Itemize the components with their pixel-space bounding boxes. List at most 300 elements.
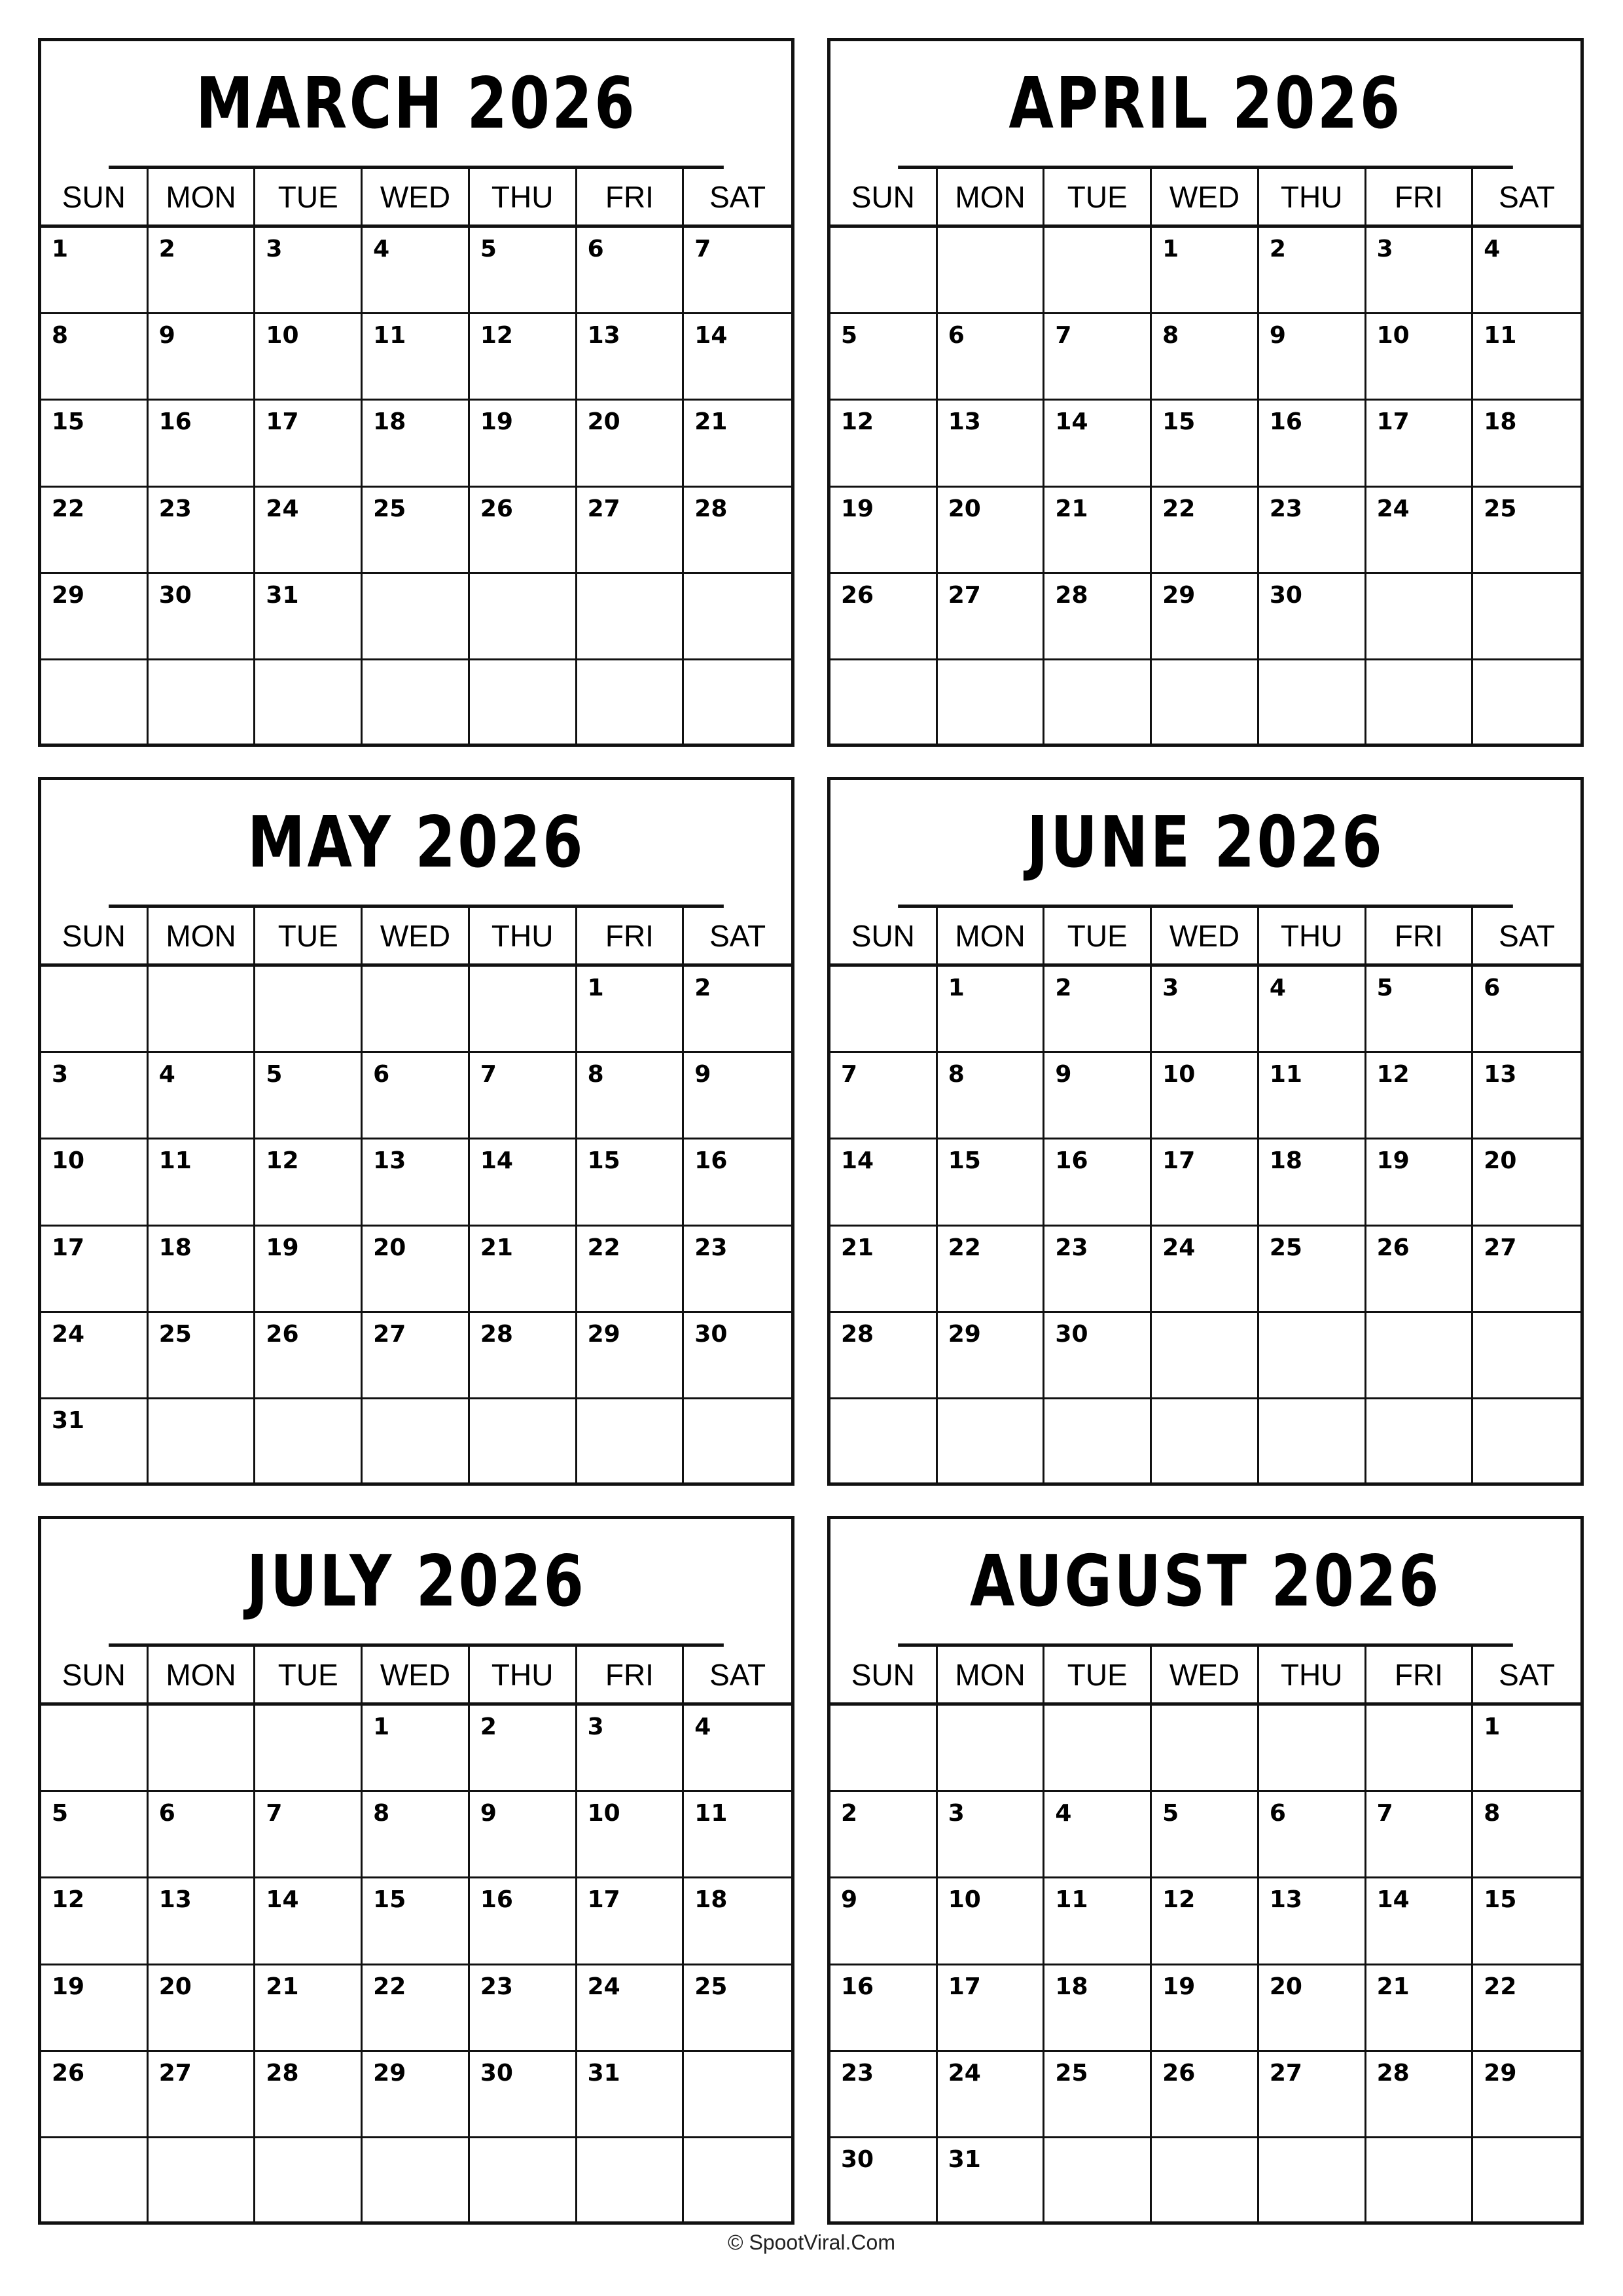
- day-cell: [255, 228, 363, 314]
- day-cell: [938, 2052, 1045, 2138]
- day-cell: [577, 660, 685, 747]
- day-cell: [1473, 967, 1580, 1053]
- day-cell: [363, 228, 470, 314]
- weekday-label: THU: [1259, 1647, 1366, 1702]
- day-cell: [684, 1139, 791, 1226]
- day-number: 3: [1376, 236, 1393, 262]
- day-cell: [577, 2138, 685, 2225]
- day-cell: [1044, 1792, 1152, 1878]
- day-cell: [363, 401, 470, 487]
- day-cell: [470, 1139, 577, 1226]
- day-number: 31: [266, 581, 299, 609]
- day-number: 21: [841, 1234, 874, 1261]
- day-cell: [1366, 1792, 1474, 1878]
- day-cell: [1473, 401, 1580, 487]
- day-number: 8: [1484, 1800, 1501, 1827]
- day-cell: [255, 1399, 363, 1486]
- day-cell: [1152, 401, 1259, 487]
- day-number: 21: [1055, 495, 1088, 522]
- weekday-label: WED: [363, 1647, 470, 1702]
- day-grid: [830, 1706, 1580, 2225]
- day-number: 12: [1376, 1061, 1410, 1088]
- day-number: 4: [1484, 236, 1501, 262]
- weekday-label: FRI: [1366, 1647, 1474, 1702]
- day-number: 14: [1376, 1886, 1410, 1914]
- day-number: 22: [948, 1234, 981, 1261]
- day-cell: [1259, 488, 1366, 574]
- day-cell: [363, 660, 470, 747]
- weekday-label: THU: [470, 908, 577, 963]
- day-grid: [830, 967, 1580, 1486]
- day-number: 31: [587, 2059, 620, 2087]
- month-title: APRIL 2026: [898, 41, 1513, 169]
- day-number: 17: [1376, 408, 1410, 436]
- day-cell: [1259, 314, 1366, 401]
- day-number: 25: [1055, 2059, 1088, 2087]
- day-number: 17: [948, 1973, 981, 2000]
- day-number: 11: [1055, 1886, 1088, 1914]
- day-cell: [1259, 574, 1366, 660]
- day-number: 20: [587, 408, 620, 436]
- day-number: 12: [52, 1886, 85, 1914]
- day-number: 4: [373, 236, 390, 262]
- day-cell: [1366, 1965, 1474, 2052]
- day-cell: [255, 401, 363, 487]
- day-number: 21: [480, 1234, 513, 1261]
- day-cell: [363, 1792, 470, 1878]
- day-cell: [41, 1792, 149, 1878]
- day-number: 13: [1269, 1886, 1302, 1914]
- day-cell: [255, 1139, 363, 1226]
- day-cell: [830, 1792, 938, 1878]
- day-cell: [363, 1313, 470, 1399]
- day-cell: [577, 1792, 685, 1878]
- day-cell: [577, 1053, 685, 1139]
- day-cell: [149, 401, 256, 487]
- day-cell: [1473, 1053, 1580, 1139]
- day-number: 18: [1269, 1147, 1302, 1175]
- day-number: 23: [841, 2059, 874, 2087]
- day-number: 30: [841, 2145, 874, 2173]
- day-cell: [1152, 574, 1259, 660]
- day-cell: [1152, 1792, 1259, 1878]
- day-number: 26: [480, 495, 513, 522]
- day-grid: [830, 228, 1580, 747]
- day-cell: [363, 1399, 470, 1486]
- day-cell: [363, 574, 470, 660]
- day-number: 19: [480, 408, 513, 436]
- day-number: 6: [373, 1061, 390, 1088]
- day-cell: [1259, 228, 1366, 314]
- calendar-april-2026: [827, 38, 1584, 747]
- day-cell: [1152, 1399, 1259, 1486]
- weekday-label: THU: [1259, 169, 1366, 224]
- weekday-label: MON: [938, 1647, 1045, 1702]
- day-number: 4: [694, 1713, 711, 1740]
- day-cell: [41, 314, 149, 401]
- day-number: 16: [694, 1147, 728, 1175]
- day-cell: [938, 401, 1045, 487]
- day-cell: [1152, 1227, 1259, 1313]
- day-number: 17: [266, 408, 299, 436]
- day-cell: [1473, 1965, 1580, 2052]
- day-cell: [1366, 314, 1474, 401]
- weekday-label: TUE: [255, 169, 363, 224]
- day-number: 22: [1484, 1973, 1517, 2000]
- calendar-march-2026: [38, 38, 794, 747]
- day-number: 2: [694, 975, 711, 1001]
- day-number: 7: [266, 1800, 283, 1827]
- weekday-label: THU: [1259, 908, 1366, 963]
- day-cell: [830, 401, 938, 487]
- day-number: 10: [948, 1886, 981, 1914]
- day-number: 22: [1162, 495, 1196, 522]
- day-number: 20: [158, 1973, 192, 2000]
- day-number: 12: [480, 322, 513, 350]
- day-cell: [1044, 401, 1152, 487]
- day-cell: [470, 488, 577, 574]
- day-cell: [1044, 1399, 1152, 1486]
- day-number: 12: [266, 1147, 299, 1175]
- weekday-label: WED: [1152, 908, 1259, 963]
- day-number: 1: [1484, 1713, 1501, 1740]
- day-number: 18: [373, 408, 406, 436]
- day-cell: [1044, 1227, 1152, 1313]
- day-cell: [149, 2138, 256, 2225]
- day-grid: [41, 967, 791, 1486]
- day-number: 19: [52, 1973, 85, 2000]
- weekday-label: SUN: [41, 169, 149, 224]
- day-cell: [149, 1313, 256, 1399]
- day-cell: [41, 574, 149, 660]
- day-number: 10: [587, 1800, 620, 1827]
- day-cell: [470, 967, 577, 1053]
- day-cell: [41, 1313, 149, 1399]
- day-cell: [684, 314, 791, 401]
- day-cell: [1366, 1139, 1474, 1226]
- day-cell: [1152, 1706, 1259, 1792]
- day-number: 8: [52, 322, 69, 350]
- day-cell: [149, 488, 256, 574]
- weekday-label: SUN: [830, 169, 938, 224]
- day-cell: [684, 1706, 791, 1792]
- day-number: 16: [480, 1886, 513, 1914]
- day-cell: [1152, 1965, 1259, 2052]
- day-number: 25: [373, 495, 406, 522]
- day-cell: [577, 1227, 685, 1313]
- day-cell: [1259, 1139, 1366, 1226]
- weekday-header: [41, 1647, 791, 1706]
- day-cell: [470, 2052, 577, 2138]
- day-cell: [830, 2052, 938, 2138]
- day-number: 15: [373, 1886, 406, 1914]
- day-cell: [938, 2138, 1045, 2225]
- day-number: 19: [841, 495, 874, 522]
- day-cell: [149, 1965, 256, 2052]
- day-cell: [830, 1227, 938, 1313]
- weekday-label: MON: [938, 169, 1045, 224]
- day-cell: [684, 1965, 791, 2052]
- day-cell: [577, 488, 685, 574]
- day-cell: [830, 574, 938, 660]
- day-cell: [1259, 967, 1366, 1053]
- day-cell: [149, 1227, 256, 1313]
- day-cell: [41, 1139, 149, 1226]
- day-cell: [1152, 488, 1259, 574]
- day-number: 31: [948, 2145, 981, 2173]
- day-number: 6: [1269, 1800, 1286, 1827]
- day-cell: [363, 488, 470, 574]
- day-cell: [1044, 2052, 1152, 2138]
- day-cell: [1473, 1878, 1580, 1965]
- day-cell: [577, 1313, 685, 1399]
- day-number: 28: [480, 1320, 513, 1348]
- day-cell: [363, 1965, 470, 2052]
- day-cell: [149, 1706, 256, 1792]
- day-number: 17: [52, 1234, 85, 1261]
- day-number: 10: [52, 1147, 85, 1175]
- day-cell: [1473, 2138, 1580, 2225]
- day-cell: [1259, 1792, 1366, 1878]
- day-cell: [470, 1792, 577, 1878]
- day-cell: [1152, 1878, 1259, 1965]
- day-number: 7: [1055, 322, 1072, 350]
- weekday-header: [830, 908, 1580, 967]
- day-number: 5: [266, 1061, 283, 1088]
- day-cell: [577, 1139, 685, 1226]
- weekday-label: FRI: [1366, 908, 1474, 963]
- weekday-label: SAT: [1499, 918, 1556, 953]
- day-number: 29: [948, 1320, 981, 1348]
- day-number: 26: [52, 2059, 85, 2087]
- day-cell: [684, 967, 791, 1053]
- day-number: 15: [1484, 1886, 1517, 1914]
- day-cell: [1152, 1313, 1259, 1399]
- day-cell: [255, 1053, 363, 1139]
- weekday-label: SAT: [1499, 179, 1556, 214]
- day-cell: [470, 1053, 577, 1139]
- day-number: 10: [266, 322, 299, 350]
- day-number: 3: [948, 1800, 965, 1827]
- day-number: 23: [158, 495, 192, 522]
- day-cell: [830, 967, 938, 1053]
- day-cell: [1366, 1706, 1474, 1792]
- day-number: 3: [266, 236, 283, 262]
- day-cell: [684, 228, 791, 314]
- weekday-label: SAT: [709, 1657, 766, 1692]
- day-cell: [577, 1965, 685, 2052]
- day-cell: [830, 488, 938, 574]
- day-number: 30: [694, 1320, 728, 1348]
- day-cell: [1473, 1227, 1580, 1313]
- day-cell: [577, 314, 685, 401]
- day-number: 3: [587, 1713, 604, 1740]
- day-number: 18: [694, 1886, 728, 1914]
- calendar-june-2026: [827, 777, 1584, 1486]
- day-cell: [149, 967, 256, 1053]
- weekday-label: WED: [363, 169, 470, 224]
- day-number: 26: [841, 581, 874, 609]
- day-number: 18: [1484, 408, 1517, 436]
- day-cell: [1044, 228, 1152, 314]
- day-cell: [577, 574, 685, 660]
- day-number: 26: [266, 1320, 299, 1348]
- day-cell: [41, 1878, 149, 1965]
- day-cell: [1044, 1878, 1152, 1965]
- day-number: 21: [694, 408, 728, 436]
- day-cell: [1152, 1139, 1259, 1226]
- day-cell: [1366, 1399, 1474, 1486]
- day-number: 29: [1162, 581, 1196, 609]
- day-cell: [1473, 1399, 1580, 1486]
- day-number: 24: [1376, 495, 1410, 522]
- day-cell: [1473, 1706, 1580, 1792]
- day-number: 10: [1162, 1061, 1196, 1088]
- day-cell: [363, 314, 470, 401]
- day-number: 15: [52, 408, 85, 436]
- day-cell: [41, 1965, 149, 2052]
- day-cell: [684, 488, 791, 574]
- day-cell: [1044, 967, 1152, 1053]
- day-number: 15: [1162, 408, 1196, 436]
- day-cell: [1473, 574, 1580, 660]
- day-cell: [938, 660, 1045, 747]
- day-number: 16: [1055, 1147, 1088, 1175]
- day-cell: [1044, 1965, 1152, 2052]
- day-number: 13: [948, 408, 981, 436]
- day-cell: [1259, 1227, 1366, 1313]
- day-number: 28: [1376, 2059, 1410, 2087]
- day-number: 20: [1484, 1147, 1517, 1175]
- day-number: 28: [266, 2059, 299, 2087]
- day-number: 10: [1376, 322, 1410, 350]
- day-cell: [149, 1792, 256, 1878]
- day-cell: [830, 1313, 938, 1399]
- weekday-label: SAT: [1499, 1657, 1556, 1692]
- month-title: MARCH 2026: [109, 41, 724, 169]
- day-number: 6: [1484, 975, 1501, 1001]
- day-cell: [1259, 2138, 1366, 2225]
- day-number: 1: [587, 975, 604, 1001]
- day-number: 9: [1269, 322, 1286, 350]
- day-cell: [1152, 2052, 1259, 2138]
- day-cell: [938, 1053, 1045, 1139]
- day-cell: [470, 1399, 577, 1486]
- day-number: 14: [841, 1147, 874, 1175]
- day-number: 12: [1162, 1886, 1196, 1914]
- day-cell: [938, 967, 1045, 1053]
- day-cell: [470, 228, 577, 314]
- day-cell: [830, 314, 938, 401]
- day-cell: [363, 1139, 470, 1226]
- day-number: 23: [1269, 495, 1302, 522]
- day-cell: [1366, 228, 1474, 314]
- day-number: 1: [1162, 236, 1179, 262]
- day-number: 15: [587, 1147, 620, 1175]
- day-number: 24: [266, 495, 299, 522]
- day-number: 2: [1269, 236, 1286, 262]
- day-cell: [684, 1792, 791, 1878]
- day-number: 15: [948, 1147, 981, 1175]
- day-cell: [1366, 401, 1474, 487]
- day-cell: [1366, 967, 1474, 1053]
- day-cell: [470, 1313, 577, 1399]
- weekday-label: MON: [149, 908, 256, 963]
- day-number: 20: [948, 495, 981, 522]
- day-number: 29: [52, 581, 85, 609]
- weekday-header: [41, 169, 791, 228]
- day-cell: [255, 967, 363, 1053]
- day-cell: [1473, 1139, 1580, 1226]
- day-cell: [149, 660, 256, 747]
- day-number: 12: [841, 408, 874, 436]
- day-cell: [1152, 1053, 1259, 1139]
- day-number: 5: [841, 322, 858, 350]
- day-cell: [1259, 1053, 1366, 1139]
- day-cell: [830, 1965, 938, 2052]
- day-number: 20: [1269, 1973, 1302, 2000]
- day-cell: [363, 1053, 470, 1139]
- day-number: 23: [1055, 1234, 1088, 1261]
- day-cell: [470, 1878, 577, 1965]
- weekday-label: THU: [470, 169, 577, 224]
- weekday-label: FRI: [577, 169, 685, 224]
- day-cell: [149, 1878, 256, 1965]
- day-cell: [938, 488, 1045, 574]
- day-cell: [255, 1313, 363, 1399]
- day-cell: [1473, 228, 1580, 314]
- day-number: 13: [158, 1886, 192, 1914]
- day-number: 13: [1484, 1061, 1517, 1088]
- day-number: 21: [266, 1973, 299, 2000]
- day-cell: [938, 1313, 1045, 1399]
- weekday-label: TUE: [255, 1647, 363, 1702]
- day-number: 22: [52, 495, 85, 522]
- day-cell: [470, 574, 577, 660]
- day-number: 25: [694, 1973, 728, 2000]
- day-cell: [577, 1878, 685, 1965]
- day-cell: [149, 1139, 256, 1226]
- month-title: JUNE 2026: [898, 780, 1513, 908]
- day-number: 28: [841, 1320, 874, 1348]
- day-cell: [41, 228, 149, 314]
- day-number: 27: [1484, 1234, 1517, 1261]
- day-cell: [255, 1878, 363, 1965]
- day-number: 11: [1269, 1061, 1302, 1088]
- weekday-label: FRI: [1366, 169, 1474, 224]
- day-grid: [41, 1706, 791, 2225]
- day-cell: [41, 401, 149, 487]
- day-cell: [830, 1878, 938, 1965]
- day-number: 17: [1162, 1147, 1196, 1175]
- day-number: 30: [480, 2059, 513, 2087]
- day-cell: [255, 660, 363, 747]
- day-number: 19: [1376, 1147, 1410, 1175]
- day-cell: [41, 1399, 149, 1486]
- day-number: 3: [52, 1061, 69, 1088]
- day-cell: [938, 1399, 1045, 1486]
- day-number: 5: [52, 1800, 69, 1827]
- day-cell: [684, 1227, 791, 1313]
- day-cell: [1259, 2052, 1366, 2138]
- day-number: 7: [694, 236, 711, 262]
- day-cell: [1473, 1313, 1580, 1399]
- weekday-label: MON: [149, 1647, 256, 1702]
- day-number: 28: [1055, 581, 1088, 609]
- day-cell: [577, 967, 685, 1053]
- day-cell: [470, 401, 577, 487]
- day-cell: [1259, 1706, 1366, 1792]
